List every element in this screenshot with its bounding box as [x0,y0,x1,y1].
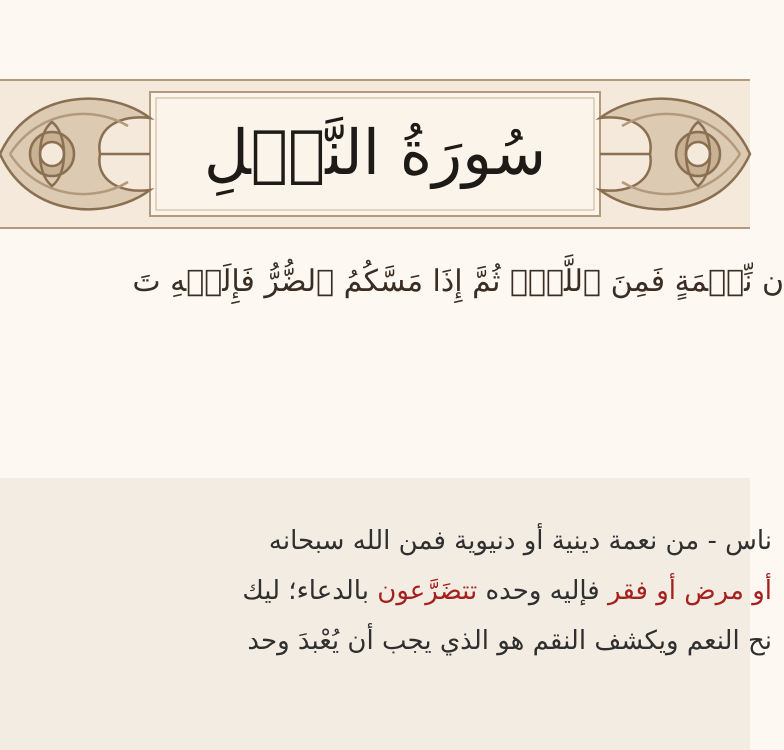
ayah-text: ن نِّعۡمَةٍ فَمِنَ ٱللَّهِۖ ثُمَّ إِذَا مَسَّكُمُ ٱلضُّرُّ فَإِلَيۡهِ تَ [132,264,784,299]
tafsir-line-3: نح النعم ويكشف النقم هو الذي يجب أن يُعْبدَ وحد [247,626,772,656]
tafsir-panel [0,478,772,750]
tafsir-text-segment-tail: بالدعاء؛ ليك [242,576,378,606]
tafsir-highlight-illness: أو مرض أو فقر [608,576,772,606]
tafsir-highlight-word: تتضَرَّعون [377,576,478,606]
tafsir-text-segment: فإليه وحده [477,576,608,606]
tafsir-line-1: ناس - من نعمة دينية أو دنيوية فمن الله سبحانه [268,526,772,556]
tafsir-line-2 [242,576,772,606]
surah-title: سُورَةُ النَّحۡلِ [203,115,547,189]
